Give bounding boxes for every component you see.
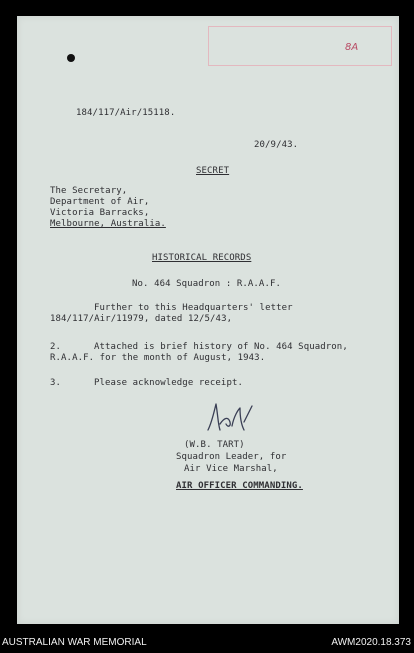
address-line: Department of Air, — [50, 197, 150, 207]
para1-line: 184/117/Air/11979, dated 12/5/43, — [50, 314, 233, 324]
classification: SECRET — [196, 166, 230, 176]
para2-number: 2. — [50, 342, 62, 352]
heading: HISTORICAL RECORDS — [152, 253, 252, 263]
signatory-role: Air Vice Marshal, — [184, 464, 278, 474]
reference-number: 184/117/Air/15118. — [76, 108, 176, 118]
signatory-name: (W.B. TART) — [184, 440, 245, 450]
subheading: No. 464 Squadron : R.A.A.F. — [132, 279, 281, 289]
para3-number: 3. — [50, 378, 62, 388]
letter-date: 20/9/43. — [254, 140, 299, 150]
signature — [204, 400, 256, 436]
para3-line: Please acknowledge receipt. — [94, 378, 243, 388]
address-line: Victoria Barracks, — [50, 208, 150, 218]
signatory-rank: Squadron Leader, for — [176, 452, 287, 462]
footer-institution: AUSTRALIAN WAR MEMORIAL — [2, 637, 147, 648]
stamp-box — [208, 26, 392, 66]
punch-hole — [67, 54, 75, 62]
para2-line: R.A.A.F. for the month of August, 1943. — [50, 353, 266, 363]
address-line: Melbourne, Australia. — [50, 219, 166, 229]
para2-line: Attached is brief history of No. 464 Squadron, — [94, 342, 348, 352]
para1-line: Further to this Headquarters' letter — [94, 303, 293, 313]
footer-accession-number: AWM2020.18.373 — [331, 637, 411, 648]
page-number: 8A — [345, 42, 359, 53]
signatory-title: AIR OFFICER COMMANDING. — [176, 481, 303, 491]
address-line: The Secretary, — [50, 186, 128, 196]
